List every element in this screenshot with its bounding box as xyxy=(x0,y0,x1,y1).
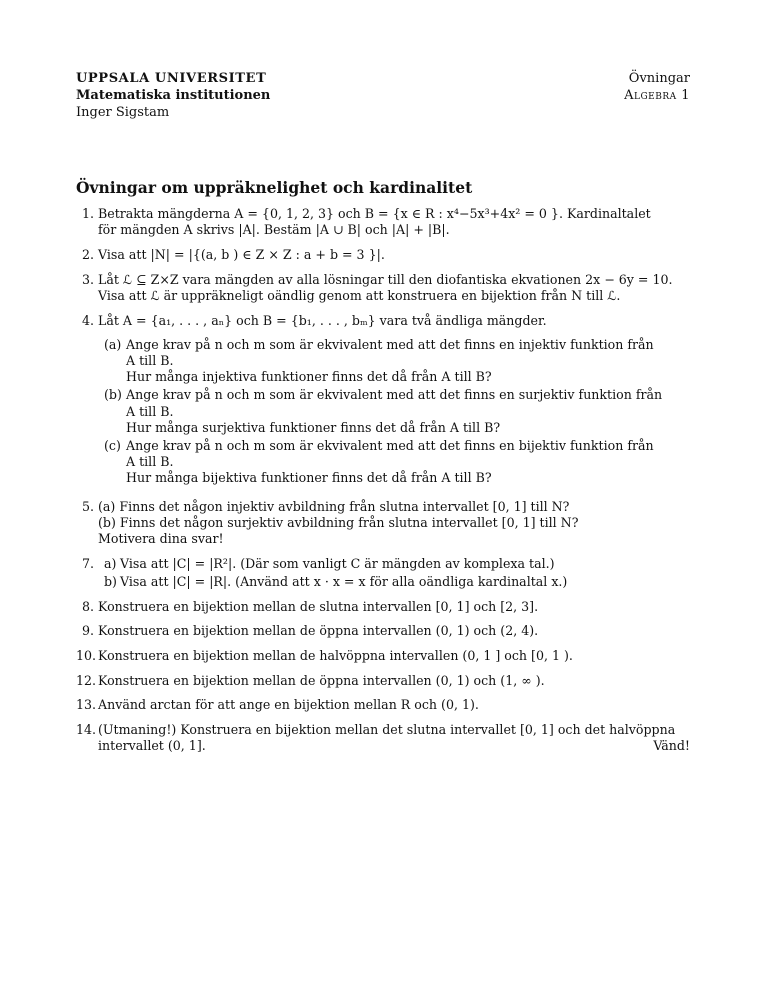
subexercise-text: Visa att |C| = |R²|. (Där som vanligt C är mängden av komplexa tal.) xyxy=(120,555,555,571)
subexercise-text: A till B. xyxy=(126,352,174,368)
exercise-text: Konstruera en bijektion mellan de öppna intervallen (0, 1) och (2, 4). xyxy=(98,623,539,639)
subexercise-label: a) xyxy=(104,555,117,571)
exercise-text: Låt ℒ ⊆ Z×Z vara mängden av alla lösningar till den diofantiska ekvationen 2x − 6y = 10. xyxy=(98,271,673,287)
exercise-text: (a) Finns det någon injektiv avbildning från slutna intervallet [0, 1] till N? xyxy=(98,498,570,514)
subexercise-text: A till B. xyxy=(126,403,174,419)
exercise-14 xyxy=(76,722,690,754)
subexercise-label: (c) xyxy=(104,437,121,453)
subexercise-label: (a) xyxy=(104,336,122,352)
exercise-number: 8. xyxy=(81,598,94,614)
exercise-text: (Utmaning!) Konstruera en bijektion mellan det slutna intervallet [0, 1] och det halvöppna xyxy=(98,722,676,738)
exercise-number: 14. xyxy=(76,722,97,738)
exercise-text: Konstruera en bijektion mellan de halvöppna intervallen (0, 1 ] och [0, 1 ). xyxy=(98,647,573,663)
exercise-number: 9. xyxy=(81,623,94,639)
author-name: Inger Sigstam xyxy=(76,105,170,120)
exercise-text: Betrakta mängderna A = {0, 1, 2, 3} och B = {x ∈ R : x⁴−5x³+4x² = 0 }. Kardinaltalet xyxy=(98,206,651,221)
institution-name: Matematiska institutionen xyxy=(76,88,271,103)
document-type: Övningar xyxy=(628,71,690,86)
exercise-number: 2. xyxy=(81,246,94,262)
subexercise-text: Hur många surjektiva funktioner finns det då från A till B? xyxy=(126,419,501,435)
exercise-7b xyxy=(98,574,690,590)
subexercise-text: Ange krav på n och m som är ekvivalent med att det finns en surjektiv funktion från xyxy=(126,387,663,403)
exercise-4c xyxy=(98,438,690,487)
exercise-number: 13. xyxy=(76,697,97,713)
subexercise-label: b) xyxy=(104,573,117,589)
exercise-1 xyxy=(76,206,690,238)
exercise-list xyxy=(76,206,690,763)
exercise-number: 4. xyxy=(81,312,94,328)
exercise-number: 10. xyxy=(76,647,97,663)
exercise-7a xyxy=(98,556,690,572)
exercise-number: 5. xyxy=(81,498,94,514)
exercise-4b xyxy=(98,387,690,436)
exercise-13 xyxy=(76,697,690,713)
exercise-number: 1. xyxy=(81,206,94,221)
subexercise-text: Ange krav på n och m som är ekvivalent med att det finns en injektiv funktion från xyxy=(126,336,654,352)
exercise-2 xyxy=(76,247,690,263)
exercise-number: 3. xyxy=(81,271,94,287)
exercise-text: Konstruera en bijektion mellan de slutna intervallen [0, 1] och [2, 3]. xyxy=(98,598,539,614)
exercise-7 xyxy=(76,556,690,590)
exercise-8 xyxy=(76,599,690,615)
exercise-4a xyxy=(98,337,690,386)
university-name: UPPSALA UNIVERSITET xyxy=(76,71,267,86)
exercise-text: för mängden A skrivs |A|. Bestäm |A ∪ B| och |A| + |B|. xyxy=(98,222,450,238)
exercise-text: Använd arctan för att ange en bijektion mellan R och (0, 1). xyxy=(98,697,479,713)
course-name: Algebra 1 xyxy=(624,88,690,103)
subexercise-text: Hur många bijektiva funktioner finns det då från A till B? xyxy=(126,470,492,486)
exercise-number: 7. xyxy=(81,555,94,571)
exercise-text: Konstruera en bijektion mellan de öppna intervallen (0, 1) och (1, ∞ ). xyxy=(98,672,545,688)
page-title: Övningar om uppräknelighet och kardinalitet xyxy=(76,178,473,197)
exercise-text-line xyxy=(98,738,690,754)
subexercise-text: Ange krav på n och m som är ekvivalent med att det finns en bijektiv funktion från xyxy=(126,437,654,453)
turn-page-note: Vänd! xyxy=(653,738,690,754)
exercise-12 xyxy=(76,673,690,689)
exercise-10 xyxy=(76,648,690,664)
exercise-text: (b) Finns det någon surjektiv avbildning från slutna intervallet [0, 1] till N? xyxy=(98,514,579,530)
exercise-3 xyxy=(76,272,690,304)
exercise-9 xyxy=(76,623,690,639)
exercise-text: Visa att |N| = |{(a, b ) ∈ Z × Z : a + b = 3 }|. xyxy=(98,246,385,262)
exercise-text: Motivera dina svar! xyxy=(98,530,224,546)
header-left xyxy=(76,70,270,121)
subexercise-text: Hur många injektiva funktioner finns det då från A till B? xyxy=(126,369,492,385)
exercise-number: 12. xyxy=(76,672,97,688)
exercise-text: Visa att ℒ är uppräkneligt oändlig genom att konstruera en bijektion från N till ℒ. xyxy=(98,287,621,303)
exercise-text: intervallet (0, 1]. xyxy=(98,738,206,754)
exercise-4 xyxy=(76,313,690,487)
exercise-text: Låt A = {a₁, . . . , aₙ} och B = {b₁, . . . , bₘ} vara två ändliga mängder. xyxy=(98,312,547,328)
subexercise-text: Visa att |C| = |R|. (Använd att x · x = x för alla oändliga kardinaltal x.) xyxy=(120,573,568,589)
header-right xyxy=(624,70,690,104)
subexercise-text: A till B. xyxy=(126,454,174,470)
subexercise-label: (b) xyxy=(104,387,122,403)
exercise-5 xyxy=(76,499,690,548)
